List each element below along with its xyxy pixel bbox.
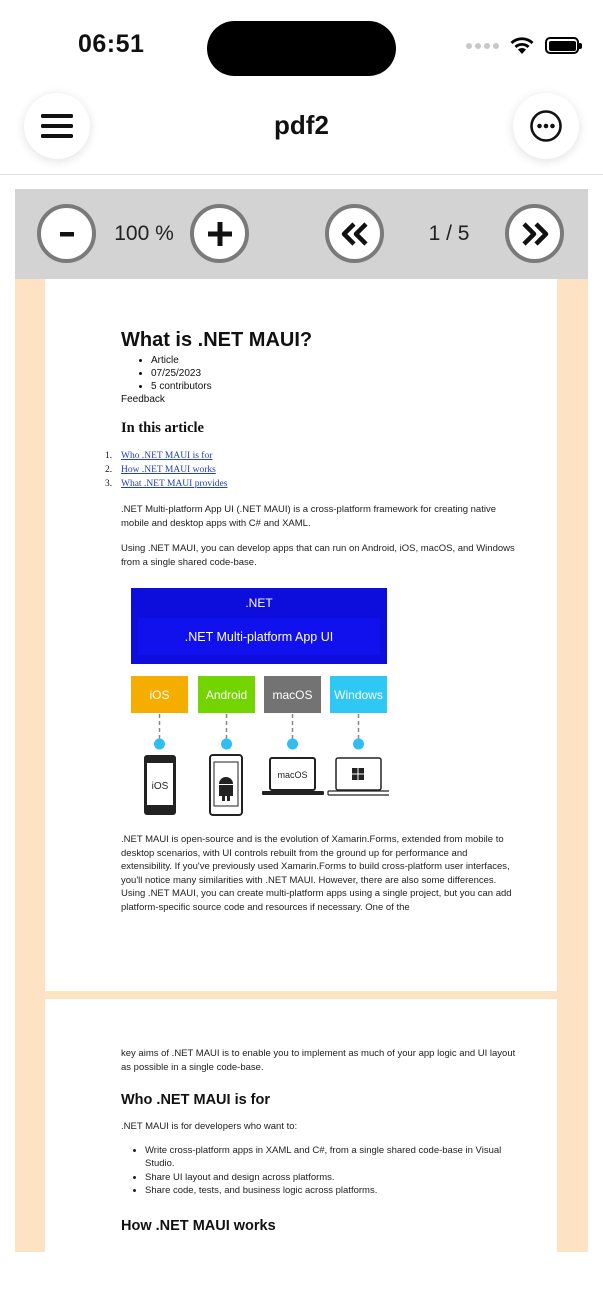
list-item: • Share code, tests, and business logic across platforms. <box>145 1184 521 1198</box>
windows-laptop-icon <box>328 758 389 795</box>
navigation-bar <box>0 88 603 175</box>
double-chevron-right-icon <box>520 221 550 247</box>
maui-label: .NET Multi-platform App UI <box>184 630 334 644</box>
feedback-link[interactable]: Feedback <box>121 394 165 405</box>
toc-heading: In this article <box>121 420 204 436</box>
double-chevron-left-icon <box>340 221 370 247</box>
page-indicator: 1 / 5 <box>428 222 470 245</box>
wifi-icon <box>509 36 535 55</box>
toc-link-what[interactable]: What .NET MAUI provides <box>121 479 228 489</box>
ios-label: iOS <box>149 688 170 702</box>
status-time: 06:51 <box>78 30 145 58</box>
toc-item: 2. How .NET MAUI works <box>105 465 216 475</box>
pdf-toolbar <box>15 189 588 279</box>
dotnet-label: .NET <box>245 596 273 610</box>
list-item: • Share UI layout and design across platforms. <box>145 1171 521 1185</box>
who-intro: .NET MAUI is for developers who want to: <box>121 1121 298 1132</box>
android-device-icon <box>210 755 242 815</box>
pdf-page-2 <box>45 999 557 1252</box>
meta-item: • Article <box>151 354 521 367</box>
pdf-page-1 <box>45 279 557 991</box>
plus-icon <box>206 220 234 248</box>
previous-page-button[interactable] <box>325 204 384 263</box>
who-bullet-list <box>121 1144 521 1198</box>
list-item: • Write cross-platform apps in XAML and C#, from a single shared code-base in Visual Studio. <box>145 1144 521 1171</box>
connector-lines <box>160 714 359 740</box>
intro-paragraph-1: .NET Multi-platform App UI (.NET MAUI) is a cross-platform framework for creating native mobile and desktop apps with C# and XAML. <box>121 504 496 529</box>
zoom-in-button[interactable] <box>190 204 249 263</box>
toc-item: 3. What .NET MAUI provides <box>105 479 228 489</box>
connector-dots <box>154 739 364 750</box>
continuation-paragraph: key aims of .NET MAUI is to enable you to implement as much of your app logic and UI layout as possible in a single code-base. <box>121 1048 516 1073</box>
macos-label: macOS <box>272 688 313 702</box>
mac-laptop-icon <box>262 758 324 795</box>
toc-link-how[interactable]: How .NET MAUI works <box>121 465 216 475</box>
page-1-content <box>105 329 521 569</box>
svg-text:macOS: macOS <box>277 770 308 780</box>
maui-architecture-diagram <box>131 588 389 820</box>
body-paragraph: .NET MAUI is open-source and is the evolution of Xamarin.Forms, extended from mobile to desktop scenarios, with UI controls rebuilt from the ground up for performance and extensibility. If you've previously used Xamarin.Forms to build cross-platform user interfaces, you'll notice many similarities with .NET MAUI. However, there are also some differences. Using .NET MAUI, you can create multi-platform apps using a single project, but you can add platform-specific source code and resources if necessary. One of the <box>121 834 512 913</box>
toc-link-who[interactable]: Who .NET MAUI is for <box>121 451 213 461</box>
page-1-body <box>121 833 521 914</box>
who-heading: Who .NET MAUI is for <box>121 1092 271 1108</box>
meta-item: • 5 contributors <box>151 380 521 393</box>
how-heading: How .NET MAUI works <box>121 1217 276 1234</box>
article-meta <box>121 354 521 393</box>
meta-item: • 07/25/2023 <box>151 367 521 380</box>
article-title: What is .NET MAUI? <box>121 329 313 351</box>
minus-icon <box>57 224 77 244</box>
next-page-button[interactable] <box>505 204 564 263</box>
toc-item: 1. Who .NET MAUI is for <box>105 451 213 461</box>
status-indicators <box>466 36 579 55</box>
windows-label: Windows <box>334 688 383 702</box>
zoom-level: 100 % <box>114 222 174 245</box>
page-title: pdf2 <box>274 110 329 140</box>
zoom-out-button[interactable] <box>37 204 96 263</box>
more-options-icon <box>529 109 563 143</box>
page-2-content <box>121 1047 521 1234</box>
battery-icon <box>545 37 579 54</box>
svg-text:iOS: iOS <box>151 781 169 792</box>
pdf-viewer[interactable] <box>15 279 588 1252</box>
cellular-signal-icon <box>466 43 499 49</box>
more-options-button[interactable] <box>513 93 579 159</box>
intro-paragraph-2: Using .NET MAUI, you can develop apps that can run on Android, iOS, macOS, and Windows from a single shared code-base. <box>121 543 515 568</box>
ios-device-icon <box>144 755 176 815</box>
dynamic-island <box>207 21 396 76</box>
table-of-contents <box>105 449 521 491</box>
android-label: Android <box>205 688 248 702</box>
